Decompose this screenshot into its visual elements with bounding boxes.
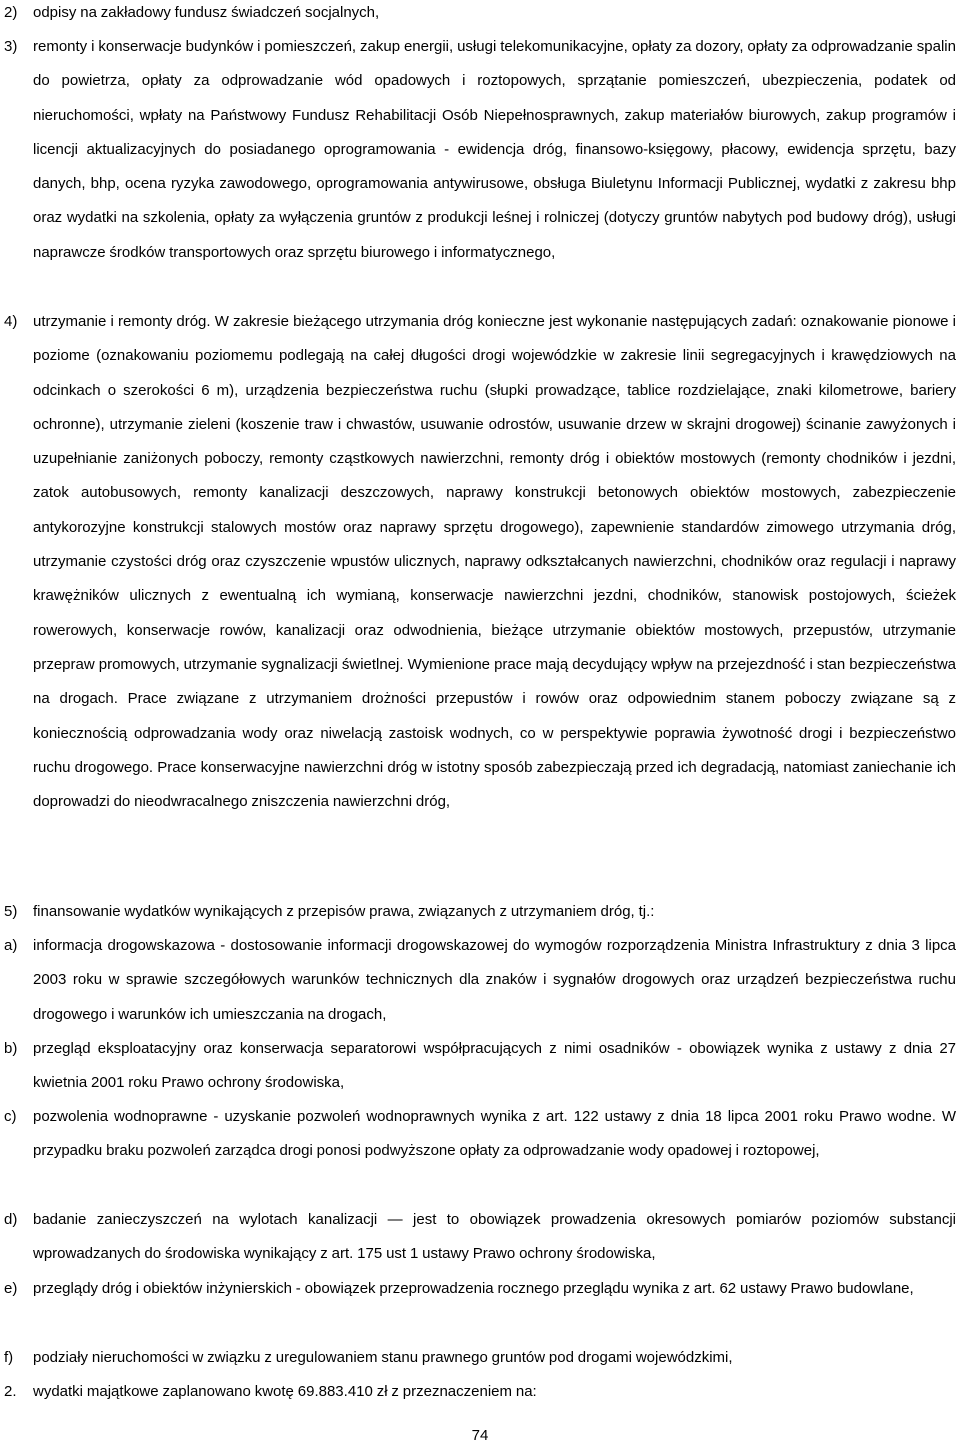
list-item-text: przeglądy dróg i obiektów inżynierskich - obowiązek przeprowadzenia rocznego przeglądu wynika z art. 62 ustawy Prawo budowlane, <box>33 1280 914 1297</box>
list-item-text: utrzymanie i remonty dróg. W zakresie bieżącego utrzymania dróg konieczne jest wykonanie następujących zadań: oznakowanie pionowe i poziome (oznakowaniu poziomemu podlegają na całej długości drogi wojewódzkie w zakresie linii segregacyjnych i krawędziowych na odcinkach o szerokości 6 m), urządzenia bezpieczeństwa ruchu (słupki prowadzące, tablice rozdzielające, znaki kilometrowe, bariery ochronne), utrzymanie zieleni (koszenie traw i chwastów, usuwanie odrostów, usuwanie drzew w skrajni drogowej) ścinanie zawyżonych i uzupełnianie zaniżonych poboczy, remonty cząstkowych nawierzchni, remonty dróg i obiektów mostowych (remonty chodników i jezdni, zatok autobusowych, remonty kanalizacji deszczowych, naprawy konstrukcji betonowych obiektów mostowych, zabezpieczenie antykorozyjne konstrukcji stalowych mostów oraz naprawy sprzętu drogowego), zapewnienie standardów zimowego utrzymania dróg, utrzymanie czystości dróg oraz czyszczenie wpustów ulicznych, naprawy odkształcanych nawierzchni, chodników oraz regulacji i naprawy krawężników ulicznych z ewentualną ich wymianą, konserwacje nawierzchni jezdni, chodników, stanowisk postojowych, ścieżek rowerowych, konserwacje rowów, kanalizacji oraz odwodnienia, bieżące utrzymanie obiektów mostowych, przepustów, utrzymanie przepraw promowych, utrzymanie sygnalizacji świetlnej. Wymienione prace mają decydujący wpływ na przejezdność i stan bezpieczeństwa na drogach. Prace związane z utrzymaniem drożności przepustów i rowów oraz odpowiednim stanem poboczy związane są z koniecznością odprowadzania wody oraz niwelacją zastoisk wodnych, co w perspektywie poprawia żywotność drogi i bezpieczeństwo ruchu drogowego. Prace konserwacyjne nawierzchni dróg w istotny sposób zabezpieczają przed ich degradacją, natomiast zaniechanie ich doprowadzi do nieodwracalnego zniszczenia nawierzchni dróg, <box>33 313 956 811</box>
list-item-text: odpisy na zakładowy fundusz świadczeń socjalnych, <box>33 4 380 21</box>
list-item-text: wydatki majątkowe zaplanowano kwotę 69.883.410 zł z przeznaczeniem na: <box>33 1383 537 1400</box>
list-item <box>4 30 956 270</box>
list-item-text: finansowanie wydatków wynikających z przepisów prawa, związanych z utrzymaniem dróg, tj.: <box>33 903 655 920</box>
list-marker: 4) <box>4 313 18 330</box>
list-item <box>4 1100 956 1169</box>
list-marker: a) <box>4 937 18 954</box>
list-marker: 2) <box>4 4 18 21</box>
list-item-text: podziały nieruchomości w związku z uregulowaniem stanu prawnego gruntów pod drogami wojewódzkimi, <box>33 1349 733 1366</box>
list-marker: e) <box>4 1280 18 1297</box>
list-item-text: badanie zanieczyszczeń na wylotach kanalizacji — jest to obowiązek prowadzenia okresowych pomiarów poziomów substancji wprowadzanych do środowiska wynikający z art. 175 ust 1 ustawy Prawo ochrony środowiska, <box>33 1211 956 1263</box>
list-item-text: remonty i konserwacje budynków i pomieszczeń, zakup energii, usługi telekomunikacyjne, opłaty za dozory, opłaty za odprowadzanie spalin do powietrza, opłaty za odprowadzanie wód opadowych i roztopowych, sprzątanie pomieszczeń, ubezpieczenia, podatek od nieruchomości, wpłaty na Państwowy Fundusz Rehabilitacji Osób Niepełnosprawnych, zakup materiałów biurowych, zakup programów i licencji aktualizacyjnych do posiadanego oprogramowania - ewidencja dróg, finansowo-księgowy, płacowy, ewidencja sprzętu, bazy danych, bhp, ocena ryzyka zawodowego, oprogramowania antywirusowe, obsługa Biuletynu Informacji Publicznej, wydatki z zakresu bhp oraz wydatki na szkolenia, opłaty za wyłączenia gruntów z produkcji leśnej i rolniczej (dotyczy gruntów nabytych pod budowy dróg), usługi naprawcze środków transportowych oraz sprzętu biurowego i informatycznego, <box>33 38 956 261</box>
list-item <box>4 895 956 929</box>
list-item-text: informacja drogowskazowa - dostosowanie informacji drogowskazowej do wymogów rozporządzenia Ministra Infrastruktury z dnia 3 lipca 2003 roku w sprawie szczegółowych warunków technicznych dla znaków i sygnałów drogowych oraz urządzeń bezpieczeństwa ruchu drogowego i warunków ich umieszczania na drogach, <box>33 937 956 1023</box>
list-item <box>4 1375 956 1409</box>
list-item <box>4 1203 956 1272</box>
list-item <box>4 1341 956 1375</box>
list-item <box>4 929 956 1032</box>
list-marker: f) <box>4 1349 14 1366</box>
page-number: 74 <box>471 1427 489 1444</box>
list-marker: 3) <box>4 38 18 55</box>
list-item <box>4 1272 956 1306</box>
list-item <box>4 0 956 30</box>
list-item <box>4 1032 956 1101</box>
list-item <box>4 305 956 819</box>
list-marker: 5) <box>4 903 18 920</box>
list-marker: b) <box>4 1040 18 1057</box>
list-marker: c) <box>4 1108 17 1125</box>
list-marker: 2. <box>4 1383 17 1400</box>
list-item-text: przegląd eksploatacyjny oraz konserwacja separatorowi współpracujących z nimi osadników - obowiązek wynika z ustawy z dnia 27 kwietnia 2001 roku Prawo ochrony środowiska, <box>33 1040 956 1092</box>
list-item-text: pozwolenia wodnoprawne - uzyskanie pozwoleń wodnoprawnych wynika z art. 122 ustawy z dnia 18 lipca 2001 roku Prawo wodne. W przypadku braku pozwoleń zarządca drogi ponosi podwyższone opłaty za odprowadzanie wody opadowej i roztopowej, <box>33 1108 956 1160</box>
list-marker: d) <box>4 1211 18 1228</box>
